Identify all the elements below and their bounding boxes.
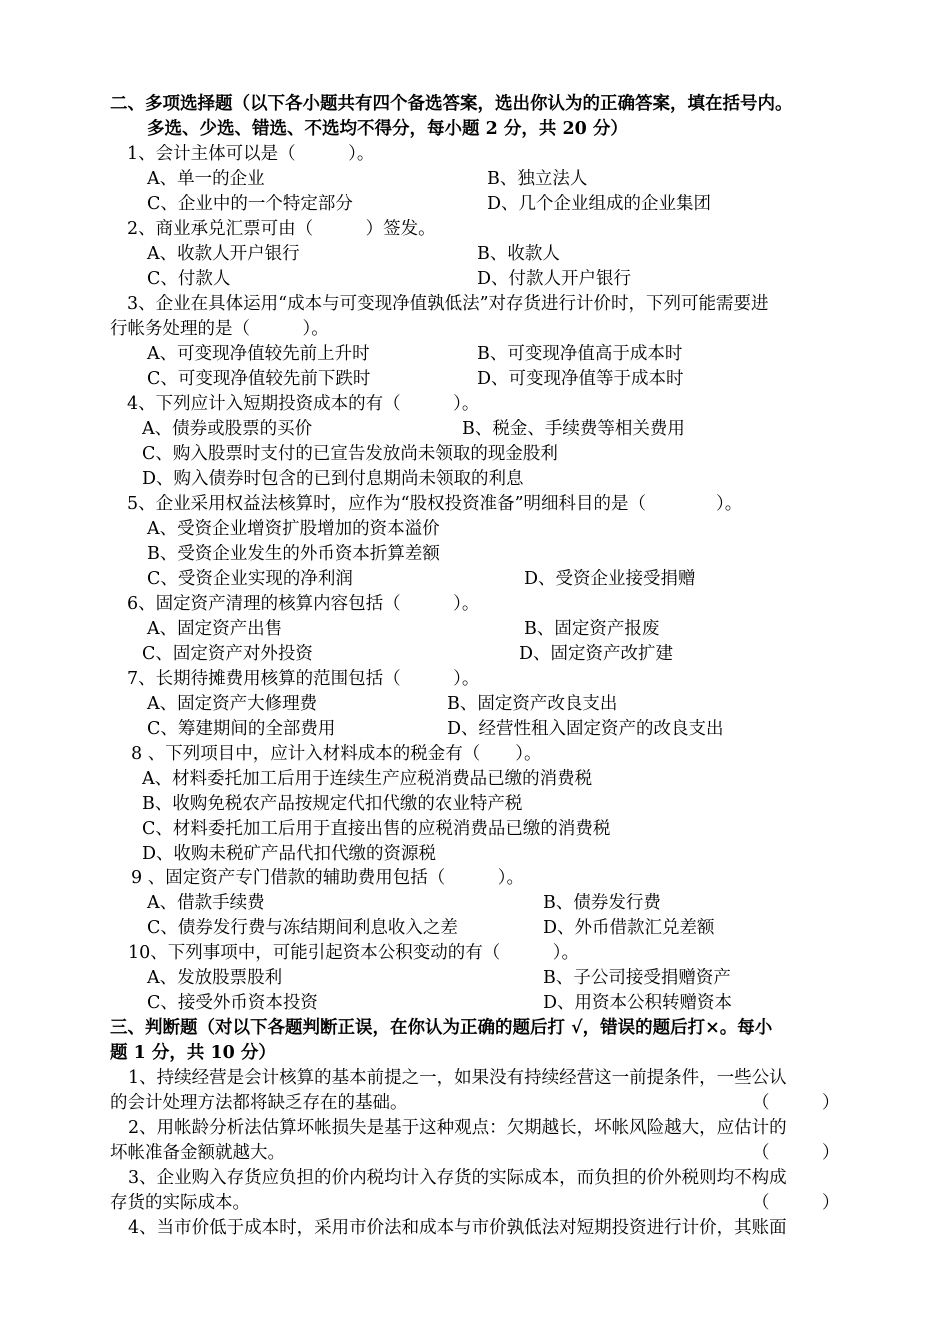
option-c: C、债券发行费与冻结期间利息收入之差 xyxy=(147,918,458,938)
option-b: B、独立法人 xyxy=(487,169,588,189)
question-stem: 4、下列应计入短期投资成本的有（ ）。 xyxy=(127,394,480,414)
option-d: D、可变现净值等于成本时 xyxy=(477,369,684,389)
option-c: C、付款人 xyxy=(147,269,231,289)
option-c: C、企业中的一个特定部分 xyxy=(147,194,353,214)
question-stem: 7、长期待摊费用核算的范围包括（ ）。 xyxy=(127,669,480,689)
option-d: D、购入债券时包含的已到付息期尚未领取的利息 xyxy=(142,469,524,489)
section2-heading-line1: 二、多项选择题（以下各小题共有四个备选答案，选出你认为的正确答案，填在括号内。 xyxy=(110,94,793,114)
question-stem: 1、会计主体可以是（ ）。 xyxy=(127,144,375,164)
option-c: C、接受外币资本投资 xyxy=(147,993,318,1013)
option-c: C、材料委托加工后用于直接出售的应税消费品已缴的消费税 xyxy=(142,819,611,839)
option-d: D、经营性租入固定资产的改良支出 xyxy=(447,719,724,739)
option-d: D、外币借款汇兑差额 xyxy=(543,918,715,938)
answer-parentheses[interactable]: （ ） xyxy=(752,1093,840,1113)
question-stem: 10、下列事项中，可能引起资本公积变动的有（ ）。 xyxy=(128,943,580,963)
option-d: D、付款人开户银行 xyxy=(477,269,632,289)
option-b: B、收款人 xyxy=(477,244,560,264)
judgment-item-line1: 1、持续经营是会计核算的基本前提之一，如果没有持续经营这一前提条件，一些公认 xyxy=(128,1068,787,1088)
option-a: A、收款人开户银行 xyxy=(147,244,300,264)
question-stem: 6、固定资产清理的核算内容包括（ ）。 xyxy=(127,594,480,614)
judgment-item-line1: 4、当市价低于成本时，采用市价法和成本与市价孰低法对短期投资进行计价，其账面 xyxy=(128,1218,787,1238)
option-a: A、固定资产大修理费 xyxy=(147,694,318,714)
option-c: C、可变现净值较先前下跌时 xyxy=(147,369,371,389)
option-c: C、受资企业实现的净利润 xyxy=(147,569,353,589)
option-a: A、发放股票股利 xyxy=(147,968,283,988)
option-a: A、债券或股票的买价 xyxy=(142,419,313,439)
option-a: A、材料委托加工后用于连续生产应税消费品已缴的消费税 xyxy=(142,769,593,789)
answer-parentheses[interactable]: （ ） xyxy=(752,1143,840,1163)
question-stem: 9 、固定资产专门借款的辅助费用包括（ ）。 xyxy=(131,868,524,888)
judgment-item-line2: 的会计处理方法都将缺乏存在的基础。 xyxy=(110,1093,408,1113)
option-a: A、固定资产出售 xyxy=(147,619,283,639)
option-b: B、受资企业发生的外币资本折算差额 xyxy=(147,544,440,564)
option-b: B、固定资产改良支出 xyxy=(447,694,618,714)
section3-heading-line1: 三、判断题（对以下各题判断正误，在你认为正确的题后打 √，错误的题后打×。每小 xyxy=(110,1018,773,1038)
option-d: D、受资企业接受捐赠 xyxy=(524,569,696,589)
option-d: D、固定资产改扩建 xyxy=(519,644,674,664)
option-c: C、购入股票时支付的已宣告发放尚未领取的现金股利 xyxy=(142,444,558,464)
option-b: B、固定资产报废 xyxy=(524,619,660,639)
option-d: D、收购未税矿产品代扣代缴的资源税 xyxy=(142,844,437,864)
question-stem-cont: 行帐务处理的是（ ）。 xyxy=(110,319,329,339)
answer-parentheses[interactable]: （ ） xyxy=(752,1193,840,1213)
option-d: D、几个企业组成的企业集团 xyxy=(487,194,712,214)
judgment-item-line1: 2、用帐龄分析法估算坏帐损失是基于这种观点：欠期越长，坏帐风险越大，应估计的 xyxy=(128,1118,787,1138)
option-b: B、子公司接受捐赠资产 xyxy=(543,968,731,988)
option-b: B、收购免税农产品按规定代扣代缴的农业特产税 xyxy=(142,794,523,814)
option-a: A、借款手续费 xyxy=(147,893,265,913)
option-c: C、筹建期间的全部费用 xyxy=(147,719,336,739)
option-b: B、债券发行费 xyxy=(543,893,661,913)
question-stem: 3、企业在具体运用“成本与可变现净值孰低法”对存货进行计价时，下列可能需要进 xyxy=(127,294,769,314)
judgment-item-line1: 3、企业购入存货应负担的价内税均计入存货的实际成本，而负担的价外税则均不构成 xyxy=(128,1168,787,1188)
question-stem: 8 、下列项目中，应计入材料成本的税金有（ ）。 xyxy=(131,744,542,764)
question-stem: 5、企业采用权益法核算时，应作为“股权投资准备”明细科目的是（ ）。 xyxy=(127,494,743,514)
judgment-item-line2: 存货的实际成本。 xyxy=(110,1193,250,1213)
question-stem: 2、商业承兑汇票可由（ ）签发。 xyxy=(127,219,436,239)
judgment-item-line2: 坏帐准备金额就越大。 xyxy=(110,1143,285,1163)
option-b: B、税金、手续费等相关费用 xyxy=(462,419,685,439)
option-a: A、受资企业增资扩股增加的资本溢价 xyxy=(147,519,440,539)
option-b: B、可变现净值高于成本时 xyxy=(477,344,683,364)
section2-heading-line2: 多选、少选、错选、不选均不得分，每小题 2 分，共 20 分） xyxy=(147,119,628,139)
option-a: A、单一的企业 xyxy=(147,169,265,189)
option-d: D、用资本公积转赠资本 xyxy=(543,993,733,1013)
section3-heading-line2: 题 1 分，共 10 分） xyxy=(110,1043,276,1063)
option-c: C、固定资产对外投资 xyxy=(142,644,313,664)
option-a: A、可变现净值较先前上升时 xyxy=(147,344,370,364)
